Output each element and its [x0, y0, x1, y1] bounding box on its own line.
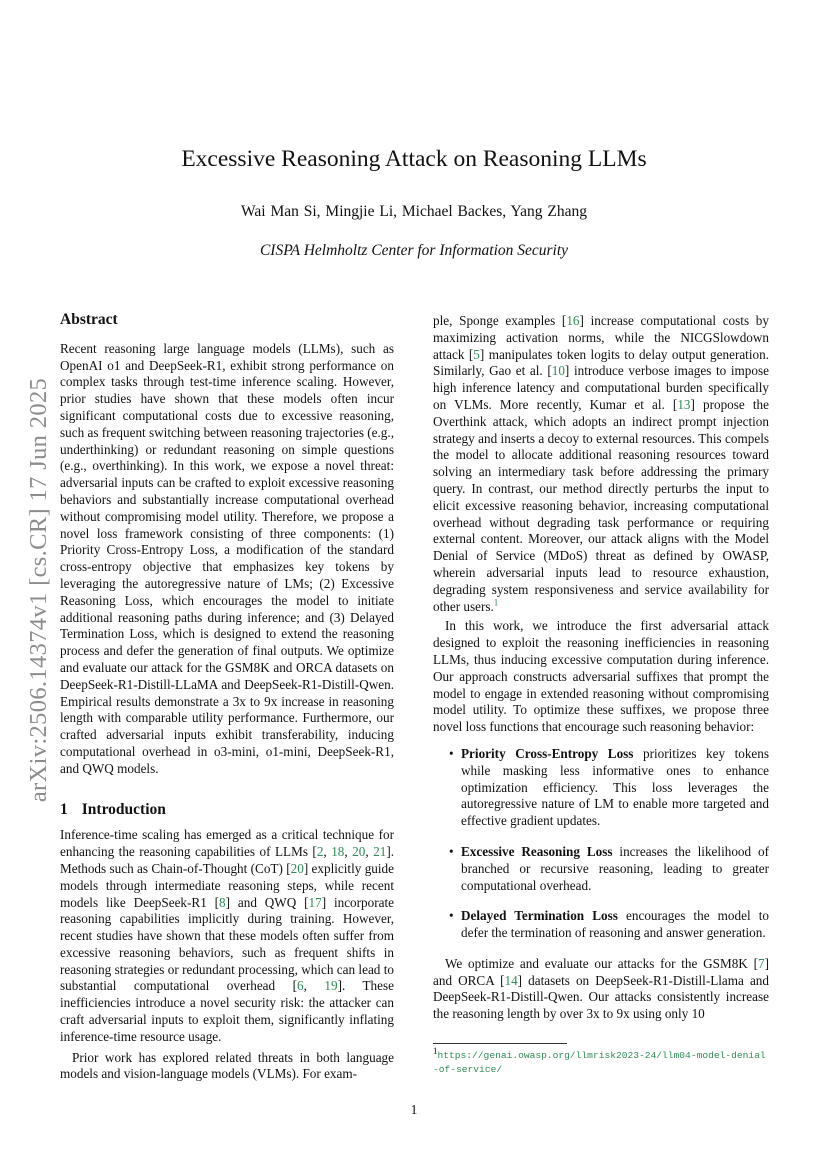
citation-link[interactable]: 19	[324, 978, 338, 994]
footnote-rule	[433, 1043, 567, 1044]
citation-link[interactable]: 7	[758, 955, 765, 971]
author-list: Wai Man Si, Mingjie Li, Michael Backes, Yang Zhang	[241, 203, 587, 220]
citation-link[interactable]: 13	[677, 396, 691, 412]
footnote-marker[interactable]: 1	[493, 597, 499, 608]
list-item: • Excessive Reasoning Loss increases the likelihood of branched or recursive reasoning, leading to greater computational overhead.	[449, 843, 769, 893]
abstract-text: Recent reasoning large language models (LLMs), such as OpenAI o1 and DeepSeek-R1, exhibit strong performance on complex tasks through test-time inference scaling. However, prior studies have shown that these models often incur significant computational costs due to excessive reasoning, such as frequent switching between reasoning trajectories (e.g., underthinking) or redundant reasoning on simple questions (e.g., overthinking). In this work, we expose a novel threat: adversarial inputs can be crafted to exploit excessive reasoning behaviors and substantially increase computational overhead without compromising model utility. Therefore, we propose a novel loss framework consisting of three components: (1) Priority Cross-Entropy Loss, a modification of the standard cross-entropy objective that emphasizes key tokens by leveraging the autoregressive nature of LMs; (2) Excessive Reasoning Loss, which encourages the model to initiate additional reasoning paths during inference; and (3) Delayed Termination Loss, which is designed to extend the reasoning process and defer the generation of final outputs. We optimize and evaluate our attack for the GSM8K and ORCA datasets on DeepSeek-R1-Distill-LLaMA and DeepSeek-R1-Distill-Qwen. Empirical results demonstrate a 3x to 9x increase in reasoning length with comparable utility performance. Furthermore, our crafted adversarial inputs exhibit transferability, inducing computational overhead in o3-mini, o1-mini, DeepSeek-R1, and QWQ models.	[60, 340, 394, 776]
citation-link[interactable]: 6	[297, 978, 304, 994]
bullet-term: Excessive Reasoning Loss	[461, 843, 613, 859]
citation-link[interactable]: 2	[316, 844, 324, 860]
citation-link[interactable]: 20	[352, 844, 366, 860]
abstract-heading: Abstract	[60, 311, 118, 328]
list-item: • Delayed Termination Loss encourages the model to defer the termination of reasoning and answer generation.	[449, 908, 769, 941]
section-heading-introduction	[60, 802, 394, 819]
intro-paragraph-5: We optimize and evaluate our attacks for the GSM8K [7] and ORCA [14] datasets on DeepSeek-R1-Distill-Llama and DeepSeek-R1-Distill-Qwen. Our attacks consistently increase the reasoning length by over 3x to 9x using only 10	[433, 955, 769, 1022]
section-number: 1	[60, 800, 68, 818]
citation-link[interactable]: 18	[331, 844, 345, 860]
footnote	[433, 1045, 769, 1077]
intro-paragraph-2: Prior work has explored related threats in both language models and vision-language models (VLMs). For exam-	[60, 1049, 394, 1082]
loss-function-list	[433, 746, 769, 942]
citation-link[interactable]: 8	[219, 894, 226, 910]
citation-link[interactable]: 10	[551, 363, 565, 379]
left-column	[60, 312, 394, 1083]
list-item: • Priority Cross-Entropy Loss prioritizes key tokens while masking less informative ones to enhance optimization efficiency. This loss leverages the autoregressive nature of LM to enable more targeted and effective gradient updates.	[449, 745, 770, 829]
bullet-term: Delayed Termination Loss	[461, 908, 618, 924]
citation-link[interactable]: 20	[290, 860, 304, 876]
arxiv-stamp	[20, 340, 58, 840]
bullet-term: Priority Cross-Entropy Loss	[461, 745, 634, 761]
intro-paragraph-1: Inference-time scaling has emerged as a critical technique for enhancing the reasoning capabilities of LLMs [2, 18, 20, 21]. Methods such as Chain-of-Thought (CoT) [20] explicitly guide models through intermediate reasoning steps, while recent models like DeepSeek-R1 [8] and QWQ [17] incorporate reasoning capabilities implicitly during training. However, recent studies have shown that these models often suffer from excessive reasoning behaviors, such as frequent shifts in reasoning strategies or redundant processing, which can lead to substantial computational overhead [6, 19]. These inefficiencies introduce a novel security risk: the attacker can craft adversarial inputs to exploit them, significantly inflating inference-time resource usage.	[60, 827, 395, 1044]
intro-paragraph-3: ple, Sponge examples [16] increase computational costs by maximizing activation norms, while the NICGSlowdown attack [5] manipulates token logits to delay output generation. Similarly, Gao et al. [10] introduce verbose images to impose high inference latency and computational burden specifically on VLMs. More recently, Kumar et al. [13] propose the Overthink attack, which adopts an indirect prompt injection strategy and inserts a decoy to external resources. This compels the model to allocate additional reasoning resources toward solving an intermediary task before addressing the primary query. In contrast, our method directly perturbs the input to elicit excessive reasoning behavior, increasing computational overhead without degrading task performance or requiring external content. Moreover, our attack aligns with the Model Denial of Service (MDoS) threat as defined by OWASP, wherein adversarial inputs lead to resource exhaustion, degrading system responsiveness and service availability for other users.$^1$	[433, 313, 769, 614]
arxiv-stamp-text: arXiv:2506.14374v1 [cs.CR] 17 Jun 2025	[25, 377, 52, 803]
affiliation: CISPA Helmholtz Center for Information Security	[259, 242, 569, 259]
intro-paragraph-4: In this work, we introduce the first adversarial attack designed to exploit the reasoning inefficiencies in reasoning LLMs, thus inducing excessive computation during inference. Our approach constructs adversarial suffixes that prompt the model to engage in extended reasoning without compromising model utility. To optimize these suffixes, we propose three novel loss functions that encourage such reasoning behavior:	[433, 618, 769, 735]
section-title: Introduction	[81, 800, 166, 818]
citation-link[interactable]: 21	[373, 844, 387, 860]
citation-link[interactable]: 14	[504, 972, 518, 988]
right-column	[433, 313, 769, 1023]
citation-link[interactable]: 17	[308, 894, 322, 910]
citation-link[interactable]: 5	[473, 346, 480, 362]
footnote-url[interactable]: https://genai.owasp.org/llmrisk2023-24/llm04-model-denial-of-service/	[433, 1050, 766, 1075]
footnote-mark: 1	[433, 1045, 438, 1056]
paper-title: Excessive Reasoning Attack on Reasoning LLMs	[181, 146, 647, 172]
citation-link[interactable]: 16	[566, 313, 580, 328]
page-number: 1	[410, 1102, 418, 1117]
